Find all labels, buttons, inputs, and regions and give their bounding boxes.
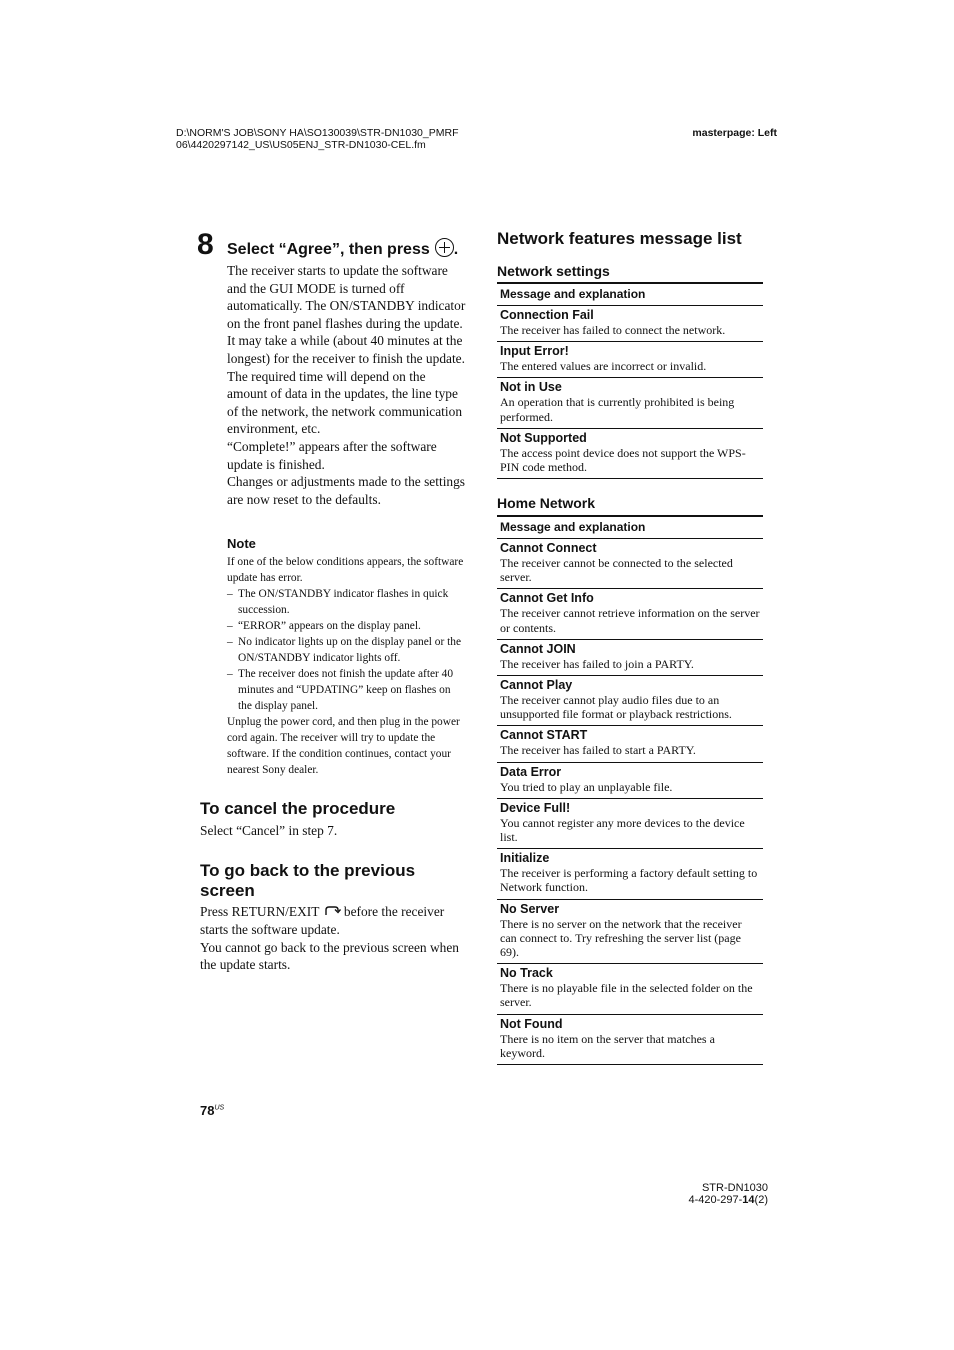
message-title: Initialize <box>500 851 550 866</box>
file-path-line-1: D:\NORM'S JOB\SONY HA\SO130039\STR-DN1030_PMRF <box>176 127 459 139</box>
message-explanation: An operation that is currently prohibited is being performed. <box>500 395 735 424</box>
note-body <box>227 554 467 778</box>
note-outro: Unplug the power cord, and then plug in the power cord again. The receiver will try to update the software. If the condition continues, contact your nearest Sony dealer. <box>227 716 460 776</box>
message-title: Connection Fail <box>500 308 594 322</box>
table-row <box>497 378 763 428</box>
network-settings-heading: Network settings <box>497 263 610 279</box>
go-back-text-before: Press RETURN/EXIT <box>200 904 320 919</box>
message-explanation: You tried to play an unplayable file. <box>500 779 673 794</box>
message-title: Cannot START <box>500 728 588 743</box>
go-back-heading: To go back to the previous screen <box>200 861 416 900</box>
return-exit-icon <box>323 905 341 917</box>
document-code-revision: 14 <box>742 1194 755 1206</box>
table-row <box>497 763 763 799</box>
go-back-text-after: before the receiver starts the software update. <box>200 904 445 937</box>
table-row <box>497 849 763 899</box>
note-item: – “ERROR” appears on the display panel. <box>227 618 467 634</box>
page-number-suffix: US <box>214 1104 225 1112</box>
table-row <box>497 676 763 726</box>
message-title: Data Error <box>500 764 562 779</box>
message-explanation: The receiver cannot be connected to the selected server. <box>500 556 733 585</box>
message-explanation: The receiver cannot play audio files due to an unsupported file format or playback restrictions. <box>500 693 732 722</box>
step-title <box>227 238 458 259</box>
cancel-heading: To cancel the procedure <box>200 799 396 818</box>
message-explanation: There is no item on the server that matches a keyword. <box>500 1031 715 1060</box>
step-paragraph: “Complete!” appears after the software update is finished. <box>227 438 437 472</box>
message-explanation: There is no server on the network that the receiver can connect to. Try refreshing the server list (page 69). <box>500 916 742 960</box>
page-number <box>200 1103 224 1118</box>
message-title: Not in Use <box>500 380 562 395</box>
table-header: Message and explanation <box>497 282 763 306</box>
message-title: No Track <box>500 966 553 981</box>
home-network-heading: Home Network <box>497 495 596 511</box>
model-code <box>688 1182 768 1206</box>
step-title-text: Select “Agree”, then press <box>227 241 430 258</box>
step-paragraph: Changes or adjustments made to the settings are now reset to the defaults. <box>227 474 466 507</box>
note-item: – The ON/STANDBY indicator flashes in quick succession. <box>227 586 467 618</box>
table-row <box>497 964 763 1014</box>
model-name: STR-DN1030 <box>701 1182 768 1194</box>
enter-button-icon <box>435 238 454 257</box>
table-row <box>497 589 763 639</box>
message-explanation: The receiver cannot retrieve information on the server or contents. <box>500 606 760 635</box>
note-list <box>227 586 467 714</box>
go-back-body <box>200 903 467 974</box>
table-row <box>497 429 763 479</box>
table-row <box>497 539 763 589</box>
page-number-value: 78 <box>200 1103 215 1118</box>
cancel-text: Select “Cancel” in step 7. <box>200 823 338 838</box>
message-title: No Server <box>500 901 560 916</box>
message-title: Input Error! <box>500 344 569 359</box>
message-title: Not Found <box>500 1016 563 1031</box>
table-row <box>497 342 763 378</box>
document-code-prefix: 4-420-297- <box>688 1194 743 1206</box>
table-row <box>497 306 763 342</box>
step-paragraph: The receiver starts to update the software and the GUI MODE is turned off automatically. The ON/STANDBY indicator on the front panel flashes during the update. It may take a while (about 40 minutes at the longest) for the receiver to finish the update. The required time will depend on the amount of data in the updates, the line type of the network, the network communication environment, etc. <box>227 263 466 437</box>
masterpage-label: masterpage: Left <box>692 127 777 139</box>
document-code-suffix: (2) <box>754 1194 768 1206</box>
table-row <box>497 640 763 676</box>
note-item: – The receiver does not finish the update after 40 minutes and “UPDATING” keep on flashes on the display panel. <box>227 666 467 714</box>
table-row <box>497 799 763 849</box>
table-row <box>497 1015 763 1065</box>
message-explanation: The entered values are incorrect or invalid. <box>500 359 707 374</box>
file-path-line-2: 06\4420297142_US\US05ENJ_STR-DN1030-CEL.fm <box>176 139 426 151</box>
message-title: Cannot JOIN <box>500 641 576 656</box>
message-explanation: There is no playable file in the selected folder on the server. <box>500 981 753 1010</box>
message-explanation: The receiver has failed to join a PARTY. <box>500 656 694 671</box>
document-code <box>688 1194 768 1206</box>
note-item: – No indicator lights up on the display panel or the ON/STANDBY indicator lights off. <box>227 634 467 666</box>
message-title: Device Full! <box>500 800 571 815</box>
note-heading: Note <box>227 536 256 551</box>
message-title: Cannot Get Info <box>500 591 594 606</box>
go-back-paragraph-2: You cannot go back to the previous screen when the update starts. <box>200 939 459 973</box>
home-network-table <box>497 515 763 1065</box>
step-body <box>227 262 467 508</box>
file-path <box>176 127 596 151</box>
message-explanation: You cannot register any more devices to the device list. <box>500 815 745 845</box>
go-back-paragraph-1 <box>200 903 467 939</box>
table-row <box>497 726 763 762</box>
table-row <box>497 900 763 965</box>
message-title: Cannot Play <box>500 678 573 693</box>
message-list-heading: Network features message list <box>497 229 742 248</box>
message-explanation: The access point device does not support the WPS-PIN code method. <box>500 445 746 475</box>
message-explanation: The receiver has failed to start a PARTY. <box>500 743 696 758</box>
note-intro: If one of the below conditions appears, the software update has error. <box>227 556 464 584</box>
message-title: Cannot Connect <box>500 541 597 555</box>
network-settings-table <box>497 282 763 479</box>
message-explanation: The receiver has failed to connect the network. <box>500 323 726 337</box>
message-title: Not Supported <box>500 430 587 445</box>
message-explanation: The receiver is performing a factory default setting to Network function. <box>500 866 758 895</box>
step-title-end: . <box>453 241 459 258</box>
step-number: 8 <box>197 228 214 261</box>
table-header: Message and explanation <box>497 515 763 539</box>
